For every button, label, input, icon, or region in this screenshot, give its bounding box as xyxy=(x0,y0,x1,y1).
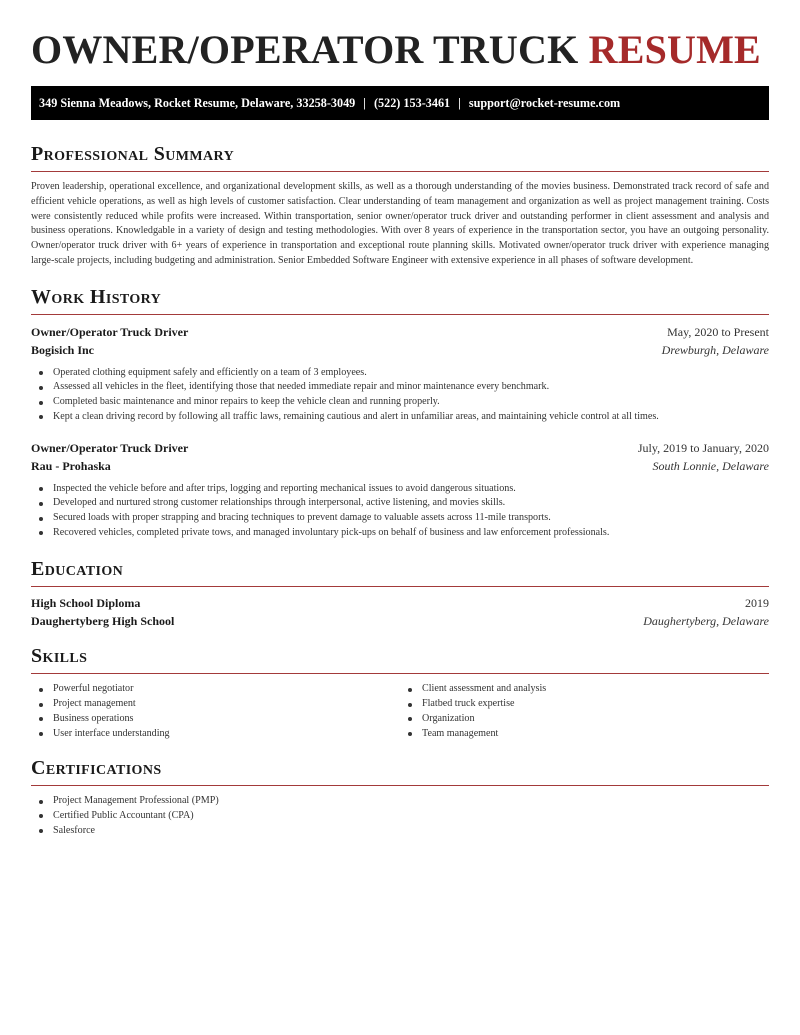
skill-item: Organization xyxy=(400,712,769,727)
job-company: Rau - Prohaska xyxy=(31,458,111,473)
title-accent: RESUME xyxy=(588,27,761,72)
education-school: Daughertyberg High School xyxy=(31,614,175,629)
contact-separator: | xyxy=(458,96,461,110)
section-heading-education: Education xyxy=(31,558,124,581)
section-divider xyxy=(31,586,769,587)
job-bullet: Completed basic maintenance and minor repairs to keep the vehicle clean and running properly. xyxy=(31,395,769,410)
section-heading-summary: Professional Summary xyxy=(31,143,235,165)
summary-section xyxy=(31,142,769,269)
education-section xyxy=(31,557,769,629)
section-heading-work: Work History xyxy=(31,285,162,308)
job-company: Bogisich Inc xyxy=(31,342,95,357)
job-bullets xyxy=(31,366,769,425)
skill-item: Powerful negotiator xyxy=(31,682,400,697)
education-subheader xyxy=(31,614,769,629)
certifications-section xyxy=(31,756,769,838)
certification-item: Project Management Professional (PMP) xyxy=(31,794,769,809)
skills-grid xyxy=(31,674,769,741)
skill-item: Client assessment and analysis xyxy=(400,682,769,697)
certification-item: Certified Public Accountant (CPA) xyxy=(31,809,769,824)
job-bullet: Kept a clean driving record by following all traffic laws, remaining cautious and alert in unfamiliar areas, and maintaining vehicle control at all times. xyxy=(31,410,769,425)
education-header xyxy=(31,596,769,611)
job-title: Owner/Operator Truck Driver xyxy=(31,324,189,339)
education-degree: High School Diploma xyxy=(31,596,141,611)
section-divider xyxy=(31,171,769,172)
resume-title xyxy=(31,0,769,86)
job-bullets xyxy=(31,482,769,541)
skill-item: Project management xyxy=(31,697,400,712)
contact-bar xyxy=(31,86,769,120)
section-divider xyxy=(31,785,769,786)
skills-column-left xyxy=(31,682,400,741)
section-divider xyxy=(31,314,769,315)
job-entry xyxy=(31,441,769,541)
job-location: South Lonnie, Delaware xyxy=(652,458,769,473)
job-subheader xyxy=(31,459,769,474)
skill-item: User interface understanding xyxy=(31,727,400,742)
skills-section xyxy=(31,644,769,741)
skill-item: Team management xyxy=(400,727,769,742)
summary-text: Proven leadership, operational excellence, and organizational development skills, as well as a thorough understanding of the movies business. Demonstrated track record of safe and efficient vehicle operations, as well as high levels of customer satisfaction. Clear understanding of team management and organization as well as project management training. Costs were consistently reduced while profits were increased. Within transportation, senior owner/operator truck driver and outstanding performer in client assessment and analysis and business operations. Knowledgable in a variety of design and testing methodologies. With over 8 years of experience in the transportation sector, you have an outgoing personality. Owner/operator truck driver with 6+ years of experience in transportation and exceptional route planning skills. Motivated owner/operator truck driver with experience managing large-scale projects, including budgeting and administration. Senior Embedded Software Engineer with extensive experience in all phases of software development. xyxy=(31,181,769,266)
contact-phone: (522) 153-3461 xyxy=(373,96,451,110)
contact-email: support@rocket-resume.com xyxy=(468,96,621,110)
skill-item: Business operations xyxy=(31,712,400,727)
skills-column-right xyxy=(400,682,769,741)
job-header xyxy=(31,325,769,340)
section-heading-skills: Skills xyxy=(31,645,88,668)
contact-separator: | xyxy=(363,96,366,110)
certification-item: Salesforce xyxy=(31,824,769,839)
job-title: Owner/Operator Truck Driver xyxy=(31,440,189,455)
job-header xyxy=(31,441,769,456)
education-year: 2019 xyxy=(745,596,769,611)
job-bullet: Assessed all vehicles in the fleet, identifying those that needed immediate repair and minor maintenance every benchmark. xyxy=(31,380,769,395)
job-bullet: Operated clothing equipment safely and efficiently on a team of 3 employees. xyxy=(31,366,769,381)
work-history-section xyxy=(31,285,769,541)
job-dates: May, 2020 to Present xyxy=(667,324,769,339)
education-location: Daughertyberg, Delaware xyxy=(643,614,769,629)
job-bullet: Developed and nurtured strong customer relationships through interpersonal, active listening, and movies skills. xyxy=(31,496,769,511)
job-dates: July, 2019 to January, 2020 xyxy=(637,440,769,455)
job-subheader xyxy=(31,343,769,358)
job-bullet: Secured loads with proper strapping and bracing techniques to prevent damage to valuable assets across 11-mile transports. xyxy=(31,511,769,526)
job-bullet: Recovered vehicles, completed private tows, and managed involuntary pick-ups on behalf of business and law enforcement professionals. xyxy=(31,526,769,541)
skill-item: Flatbed truck expertise xyxy=(400,697,769,712)
title-main: OWNER/OPERATOR TRUCK xyxy=(31,27,579,72)
section-heading-certifications: Certifications xyxy=(31,757,162,780)
job-entry xyxy=(31,325,769,425)
certifications-list xyxy=(31,794,769,838)
contact-address: 349 Sienna Meadows, Rocket Resume, Delaware, 33258-3049 xyxy=(39,96,356,110)
job-location: Drewburgh, Delaware xyxy=(661,342,769,357)
job-bullet: Inspected the vehicle before and after trips, logging and reporting mechanical issues to avoid dangerous situations. xyxy=(31,482,769,497)
